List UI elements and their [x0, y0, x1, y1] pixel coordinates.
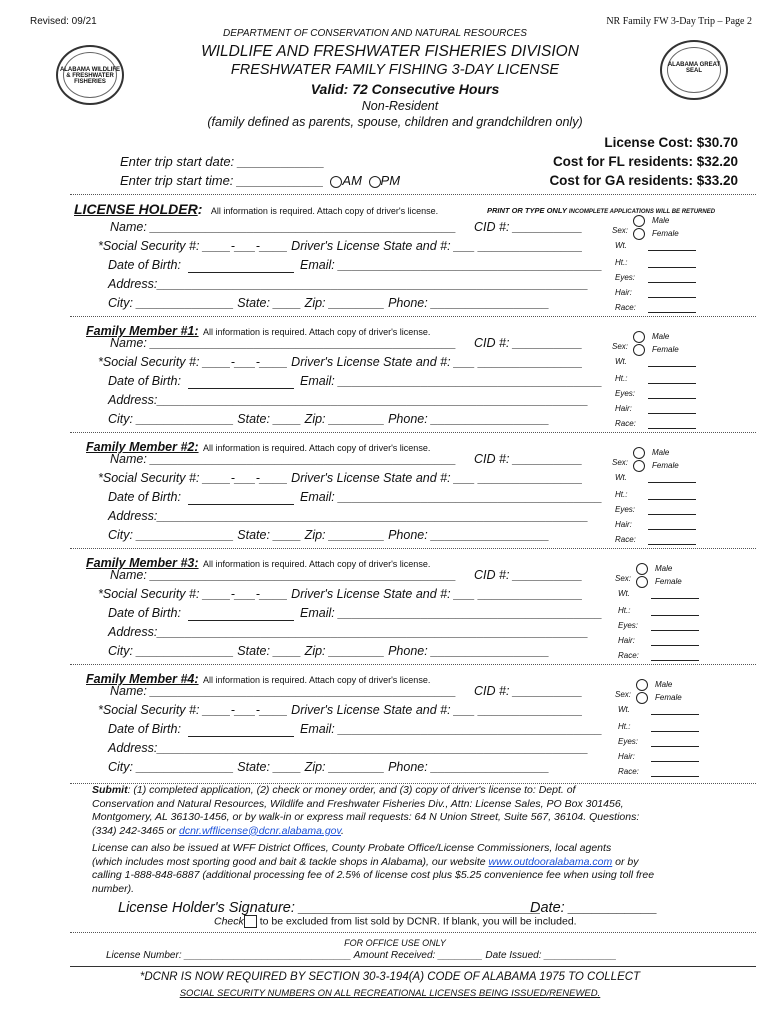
member-4-sex-label: Sex: — [615, 690, 632, 699]
member-4-female-radio[interactable] — [636, 692, 648, 704]
member-1-wt-label: Wt. — [615, 357, 627, 366]
trip-start-date-field[interactable]: Enter trip start date: ____________ — [120, 154, 325, 169]
member-1-male-radio[interactable] — [633, 331, 645, 343]
member-4-ht-label: Ht.: — [618, 722, 631, 731]
member-3-name-field[interactable]: Name: ____________________________________________ — [110, 568, 457, 582]
holder-city-state-zip-phone-field[interactable]: City: ______________ State: ____ Zip: ________ Phone: _________________ — [108, 296, 550, 310]
member-1-cid-field[interactable]: CID #: __________ — [474, 336, 583, 350]
member-4-dob-field[interactable]: Date of Birth: — [108, 722, 181, 736]
member-4-ht-input[interactable] — [651, 731, 699, 732]
website-link[interactable]: www.outdooralabama.com — [488, 855, 613, 868]
ga-cost: Cost for GA residents: $33.20 — [549, 173, 738, 188]
member-3-hair-label: Hair: — [618, 636, 635, 645]
nonresident-label: Non-Resident — [361, 99, 439, 113]
holder-wt-label: Wt. — [615, 241, 627, 250]
exclude-row: Check to be excluded from list sold by DCNR. If blank, you will be included. — [214, 915, 577, 928]
member-3-eyes-input[interactable] — [651, 630, 699, 631]
member-2-name-field[interactable]: Name: ____________________________________________ — [110, 452, 457, 466]
member-2-city-state-zip-phone-field[interactable]: City: ______________ State: ____ Zip: ________ Phone: _________________ — [108, 528, 550, 542]
division-title: WILDLIFE AND FRESHWATER FISHERIES DIVISION — [201, 43, 579, 60]
department-title: DEPARTMENT OF CONSERVATION AND NATURAL RESOURCES — [223, 28, 527, 39]
holder-hair-input[interactable] — [648, 297, 696, 298]
member-2-female-radio[interactable] — [633, 460, 645, 472]
member-2-dob-underline — [188, 504, 294, 505]
member-1-race-input[interactable] — [648, 428, 696, 429]
member-1-ht-input[interactable] — [648, 383, 696, 384]
office-use-title: FOR OFFICE USE ONLY — [344, 938, 446, 948]
member-1-female-radio[interactable] — [633, 344, 645, 356]
member-4-hair-label: Hair: — [618, 752, 635, 761]
member-3-hair-input[interactable] — [651, 645, 699, 646]
member-2-ssn-license-field[interactable]: *Social Security #: ____-___-____ Driver's License State and #: ___ _______________ — [98, 471, 583, 485]
member-3-male-radio[interactable] — [636, 563, 648, 575]
member-1-female-label: Female — [652, 345, 679, 354]
holder-eyes-input[interactable] — [648, 282, 696, 283]
pm-label: PM — [380, 173, 401, 188]
member-4-race-input[interactable] — [651, 776, 699, 777]
member-2-wt-label: Wt. — [615, 473, 627, 482]
holder-sex-label: Sex: — [612, 226, 629, 235]
member-2-male-label: Male — [652, 448, 670, 457]
member-1-email-field[interactable]: Email: ______________________________________ — [300, 374, 603, 388]
holder-race-input[interactable] — [648, 312, 696, 313]
holder-email-field[interactable]: Email: ______________________________________ — [300, 258, 603, 272]
member-4-wt-input[interactable] — [651, 714, 699, 715]
member-4-wt-label: Wt. — [618, 705, 630, 714]
divider — [70, 316, 756, 317]
holder-race-label: Race: — [615, 303, 636, 312]
member-1-male-label: Male — [652, 332, 670, 341]
divider — [70, 432, 756, 433]
license-title: FRESHWATER FAMILY FISHING 3-DAY LICENSE — [230, 62, 560, 78]
member-4-male-radio[interactable] — [636, 679, 648, 691]
member-2-address-field[interactable]: Address:______________________________________________________________ — [108, 509, 589, 523]
member-3-eyes-label: Eyes: — [618, 621, 639, 630]
member-3-ht-input[interactable] — [651, 615, 699, 616]
divider — [70, 194, 756, 195]
member-4-cid-field[interactable]: CID #: __________ — [474, 684, 583, 698]
member-2-heading: Family Member #2: All information is required. Attach copy of driver's license. — [86, 440, 431, 454]
holder-female-radio[interactable] — [633, 228, 645, 240]
member-4-female-label: Female — [655, 693, 682, 702]
trip-start-time-field[interactable] — [120, 173, 400, 188]
member-1-eyes-input[interactable] — [648, 398, 696, 399]
pm-radio[interactable] — [369, 176, 381, 188]
member-3-female-label: Female — [655, 577, 682, 586]
member-3-race-input[interactable] — [651, 660, 699, 661]
validity-note: Valid: 72 Consecutive Hours — [310, 81, 500, 97]
member-3-wt-input[interactable] — [651, 598, 699, 599]
member-4-dob-underline — [188, 736, 294, 737]
member-4-hair-input[interactable] — [651, 761, 699, 762]
member-1-hair-input[interactable] — [648, 413, 696, 414]
am-radio[interactable] — [330, 176, 342, 188]
member-4-city-state-zip-phone-field[interactable]: City: ______________ State: ____ Zip: ________ Phone: _________________ — [108, 760, 550, 774]
member-1-dob-underline — [188, 388, 294, 389]
alabama-seal-logo: ALABAMA GREAT SEAL — [660, 40, 728, 100]
holder-ht-input[interactable] — [648, 267, 696, 268]
fl-cost: Cost for FL residents: $32.20 — [552, 154, 738, 169]
submit-instructions: Submit: (1) completed application, (2) check or money order, and (3) copy of driver's license to: Dept. of Conservation and Natural Resources, Wildlife and Freshwater Fisheries Div., Attn: License Sales, PO Box 301456, Montgomery, AL 36130-1456, or by walk-in or express mail requests: 64 N Union Street, Suite 567, 36104. Questions: (334) 242-3465 or dcnr.wfflicense@dcnr.alabama.gov. License can also be issued at WFF District Offices, County Probate Office/License Commissioners, local agents (which includes most sporting good and bait & tackle shops in Alabama), our website www.outdooralabama.com or by calling 1-888-848-6887 (additional processing fee of 2.5% of license cost plus $5.25 convenience fee when using toll free number). — [92, 784, 655, 895]
member-1-race-label: Race: — [615, 419, 636, 428]
member-2-race-label: Race: — [615, 535, 636, 544]
holder-cid-field[interactable]: CID #: __________ — [474, 220, 583, 234]
divider — [70, 966, 756, 967]
member-3-sex-label: Sex: — [615, 574, 632, 583]
member-3-ssn-license-field[interactable]: *Social Security #: ____-___-____ Driver's License State and #: ___ _______________ — [98, 587, 583, 601]
license-cost: License Cost: $30.70 — [604, 135, 738, 150]
signature-date-field[interactable]: Date: ___________ — [530, 900, 658, 916]
member-3-address-field[interactable]: Address:______________________________________________________________ — [108, 625, 589, 639]
office-use-fields: License Number: ______________________________ Amount Received: ________ Date Issued: _____________ — [106, 950, 617, 961]
alabama-wildlife-logo: ALABAMA WILDLIFE & FRESHWATER FISHERIES — [56, 45, 124, 105]
trip-time-label: Enter trip start time: ____________ — [120, 173, 324, 188]
member-2-male-radio[interactable] — [633, 447, 645, 459]
holder-wt-input[interactable] — [648, 250, 696, 251]
holder-dob-field[interactable]: Date of Birth: — [108, 258, 181, 272]
member-4-eyes-label: Eyes: — [618, 737, 639, 746]
holder-ssn-license-field[interactable]: *Social Security #: ____-___-____ Driver's License State and #: ___ _______________ — [98, 239, 583, 253]
member-3-female-radio[interactable] — [636, 576, 648, 588]
exclude-checkbox[interactable] — [244, 915, 257, 928]
holder-dob-underline — [188, 272, 294, 273]
member-2-hair-input[interactable] — [648, 529, 696, 530]
member-3-email-field[interactable]: Email: ______________________________________ — [300, 606, 603, 620]
member-3-dob-field[interactable]: Date of Birth: — [108, 606, 181, 620]
member-1-heading: Family Member #1: All information is required. Attach copy of driver's license. — [86, 324, 431, 338]
member-3-ht-label: Ht.: — [618, 606, 631, 615]
footer-line-2: SOCIAL SECURITY NUMBERS ON ALL RECREATIONAL LICENSES BEING ISSUED/RENEWED. — [179, 988, 601, 999]
member-1-name-field[interactable]: Name: ____________________________________________ — [110, 336, 457, 350]
member-2-hair-label: Hair: — [615, 520, 632, 529]
holder-ht-label: Ht.: — [615, 258, 628, 267]
member-3-dob-underline — [188, 620, 294, 621]
holder-eyes-label: Eyes: — [615, 273, 636, 282]
member-1-wt-input[interactable] — [648, 366, 696, 367]
member-4-race-label: Race: — [618, 767, 639, 776]
print-note: PRINT OR TYPE ONLY INCOMPLETE APPLICATIONS WILL BE RETURNED — [487, 206, 716, 215]
member-1-city-state-zip-phone-field[interactable]: City: ______________ State: ____ Zip: ________ Phone: _________________ — [108, 412, 550, 426]
member-4-name-field[interactable]: Name: ____________________________________________ — [110, 684, 457, 698]
member-2-eyes-label: Eyes: — [615, 505, 636, 514]
member-4-male-label: Male — [655, 680, 673, 689]
email-link[interactable]: dcnr.wfflicense@dcnr.alabama.gov — [178, 824, 341, 837]
member-4-eyes-input[interactable] — [651, 746, 699, 747]
holder-male-radio[interactable] — [633, 215, 645, 227]
page-number: NR Family FW 3-Day Trip – Page 2 — [606, 16, 752, 27]
member-2-email-field[interactable]: Email: ______________________________________ — [300, 490, 603, 504]
revised-date: Revised: 09/21 — [30, 16, 97, 27]
member-2-sex-label: Sex: — [612, 458, 629, 467]
member-3-male-label: Male — [655, 564, 673, 573]
holder-address-field[interactable]: Address:______________________________________________________________ — [108, 277, 589, 291]
member-1-sex-label: Sex: — [612, 342, 629, 351]
member-2-female-label: Female — [652, 461, 679, 470]
member-3-heading: Family Member #3: All information is required. Attach copy of driver's license. — [86, 556, 431, 570]
holder-female-label: Female — [652, 229, 679, 238]
member-1-ssn-license-field[interactable]: *Social Security #: ____-___-____ Driver's License State and #: ___ _______________ — [98, 355, 583, 369]
divider — [70, 548, 756, 549]
holder-hair-label: Hair: — [615, 288, 632, 297]
holder-male-label: Male — [652, 216, 670, 225]
signature-field[interactable]: License Holder's Signature: ______________________________ — [118, 900, 541, 916]
divider — [70, 664, 756, 665]
member-2-dob-field[interactable]: Date of Birth: — [108, 490, 181, 504]
member-2-ht-input[interactable] — [648, 499, 696, 500]
license-holder-heading: LICENSE HOLDER: All information is required. Attach copy of driver's license. — [74, 201, 439, 217]
divider — [70, 932, 756, 933]
member-1-ht-label: Ht.: — [615, 374, 628, 383]
member-2-ht-label: Ht.: — [615, 490, 628, 499]
member-1-dob-field[interactable]: Date of Birth: — [108, 374, 181, 388]
member-3-wt-label: Wt. — [618, 589, 630, 598]
footer-line-1: *DCNR IS NOW REQUIRED BY SECTION 30-3-194(A) CODE OF ALABAMA 1975 TO COLLECT — [139, 971, 641, 983]
holder-name-field[interactable]: Name: ____________________________________________ — [110, 220, 457, 234]
member-3-city-state-zip-phone-field[interactable]: City: ______________ State: ____ Zip: ________ Phone: _________________ — [108, 644, 550, 658]
am-label: AM — [342, 173, 362, 188]
member-1-address-field[interactable]: Address:______________________________________________________________ — [108, 393, 589, 407]
member-4-address-field[interactable]: Address:______________________________________________________________ — [108, 741, 589, 755]
member-3-race-label: Race: — [618, 651, 639, 660]
member-4-email-field[interactable]: Email: ______________________________________ — [300, 722, 603, 736]
member-4-ssn-license-field[interactable]: *Social Security #: ____-___-____ Driver's License State and #: ___ _______________ — [98, 703, 583, 717]
member-2-race-input[interactable] — [648, 544, 696, 545]
member-4-heading: Family Member #4: All information is required. Attach copy of driver's license. — [86, 672, 431, 686]
member-2-eyes-input[interactable] — [648, 514, 696, 515]
member-1-hair-label: Hair: — [615, 404, 632, 413]
member-2-cid-field[interactable]: CID #: __________ — [474, 452, 583, 466]
family-definition: (family defined as parents, spouse, children and grandchildren only) — [207, 115, 583, 129]
member-2-wt-input[interactable] — [648, 482, 696, 483]
member-3-cid-field[interactable]: CID #: __________ — [474, 568, 583, 582]
member-1-eyes-label: Eyes: — [615, 389, 636, 398]
